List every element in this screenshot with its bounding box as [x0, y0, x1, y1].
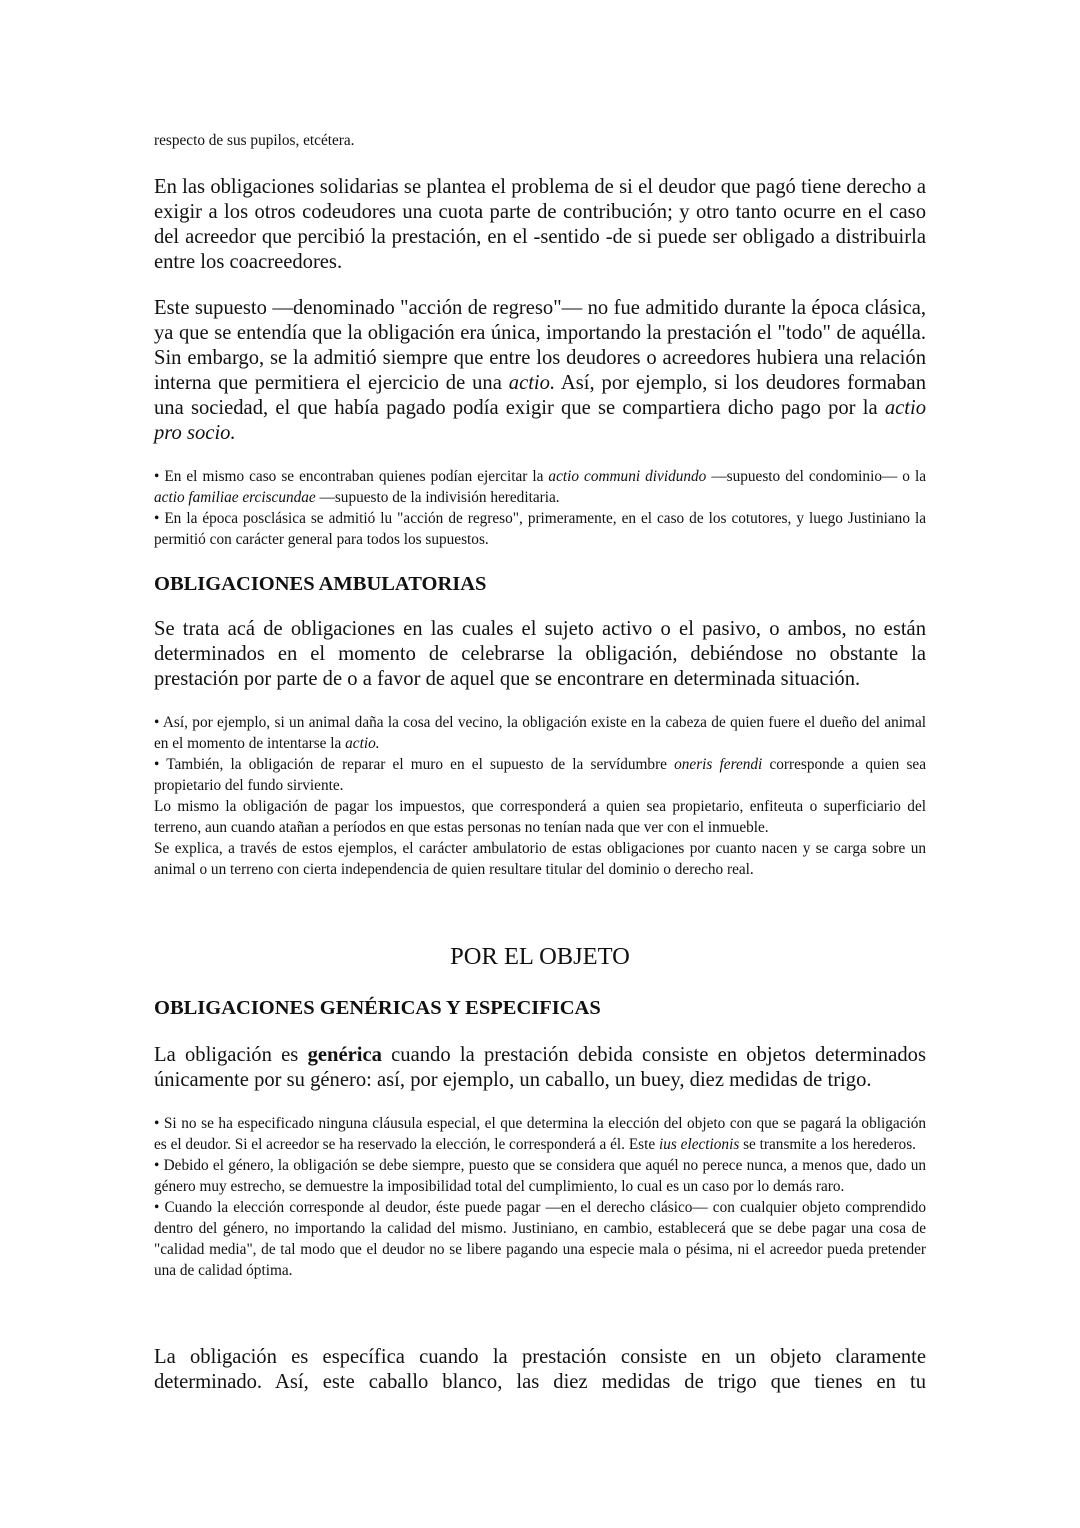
ambulatorias-note-3: Lo mismo la obligación de pagar los impuestos, que corresponderá a quien sea propietario, enfiteuta o superficiario del terreno, aun cuando atañan a períodos en que estas personas no tenían nada que ver con el inmueble.	[154, 798, 926, 836]
regreso-bullet-1-text-3: —supuesto de la indivisión hereditaria.	[315, 489, 560, 506]
objeto-section-heading: POR EL OBJETO	[450, 943, 630, 970]
ambulatorias-bullet-2-italic: oneris ferendi	[674, 756, 763, 773]
genericas-heading: OBLIGACIONES GENÉRICAS Y ESPECIFICAS	[154, 997, 601, 1019]
ambulatorias-bullet-1	[154, 712, 926, 754]
generica-bold: genérica	[307, 1044, 382, 1066]
genericas-bullet-2: • Debido el género, la obligación se debe siempre, puesto que se considera que aquél no perece nunca, a menos que, dado un género muy estrecho, se demuestre la imposibilidad total del cumplimiento, lo cual es un caso por lo demás raro.	[154, 1157, 926, 1195]
ambulatorias-bullet-2	[154, 754, 926, 796]
genericas-bullet-1-text-2: se transmite a los herederos.	[739, 1136, 916, 1153]
solidarias-paragraph: En las obligaciones solidarias se plantea el problema de si el deudor que pagó tiene derecho a exigir a los otros codeudores una cuota parte de contribución; y otro tanto ocurre en el caso del acreedor que percibió la prestación, en el -sentido -de si puede ser obligado a distribuirla entre los coacreedores.	[154, 176, 926, 273]
regreso-notes	[154, 466, 926, 550]
ambulatorias-bullet-1-text: • Así, por ejemplo, si un animal daña la cosa del vecino, la obligación existe en la cabeza de quien fuere el dueño del animal en el momento de intentarse la	[154, 714, 926, 752]
generica-text-2: cuando la prestación debida consiste en objetos determinados únicamente por su género: así, por ejemplo, un caballo, un buey, diez medidas de trigo.	[154, 1044, 926, 1091]
ambulatorias-bullet-2-text-2: corresponde a quien sea propietario del fundo sirviente.	[154, 756, 927, 794]
genericas-bullet-1	[154, 1113, 926, 1155]
intro-paragraph: respecto de sus pupilos, etcétera.	[154, 132, 355, 149]
regreso-italic-2: actio pro socio.	[154, 397, 926, 444]
regreso-text-2: Así, por ejemplo, si los deudores formaban una sociedad, el que había pagado podía exigir que se compartiera dicho pago por la	[154, 372, 926, 419]
regreso-bullet-1-text-2: —supuesto del condominio— o la	[706, 468, 926, 485]
generica-paragraph	[154, 1043, 926, 1093]
regreso-bullet-1-italic-1: actio communi dividundo	[548, 468, 707, 485]
genericas-bullet-1-italic: ius electionis	[658, 1136, 740, 1153]
ambulatorias-notes	[154, 712, 926, 880]
regreso-text-1: Este supuesto —denominado "acción de regreso"— no fue admitido durante la época clásica, ya que se entendía que la obligación era única, importando la prestación el "todo" de aquélla. Sin embargo, se la admitió siempre que entre los deudores o acreedores hubiera una relación interna que permitiera el ejercicio de una	[154, 297, 926, 394]
ambulatorias-paragraph: Se trata acá de obligaciones en las cuales el sujeto activo o el pasivo, o ambos, no están determinados en el momento de celebrarse la obligación, debiéndose no obstante la prestación por parte de o a favor de aquel que se encontrare en determinada situación.	[154, 618, 926, 690]
regreso-bullet-1	[154, 466, 926, 508]
regreso-italic-1: actio.	[508, 372, 556, 394]
ambulatorias-heading: OBLIGACIONES AMBULATORIAS	[154, 573, 487, 595]
especifica-paragraph: La obligación es específica cuando la prestación consiste en un objeto claramente determinado. Así, este caballo blanco, las diez medidas de trigo que tienes en tu	[154, 1346, 926, 1393]
regreso-bullet-2: • En la época posclásica se admitió lu "acción de regreso", primeramente, en el caso de los cotutores, y luego Justiniano la permitió con carácter general para todos los supuestos.	[154, 510, 926, 548]
regreso-bullet-1-italic-2: actio familiae erciscundae	[154, 489, 316, 506]
ambulatorias-note-4: Se explica, a través de estos ejemplos, el carácter ambulatorio de estas obligaciones por cuanto nacen y se carga sobre un animal o un terreno con cierta independencia de quien resultare titular del dominio o derecho real.	[154, 840, 926, 878]
genericas-notes	[154, 1113, 926, 1281]
ambulatorias-bullet-2-text-1: • También, la obligación de reparar el muro en el supuesto de la servídumbre	[154, 756, 675, 773]
regreso-paragraph	[154, 296, 926, 446]
genericas-bullet-3: • Cuando la elección corresponde al deudor, éste puede pagar —en el derecho clásico— con cualquier objeto comprendido dentro del género, no importando la calidad del mismo. Justiniano, en cambio, establecerá que se debe pagar una cosa de "calidad media", de tal modo que el deudor no se libere pagando una especie mala o pésima, ni el acreedor pueda pretender una de calidad óptima.	[154, 1199, 926, 1279]
regreso-bullet-1-text-1: • En el mismo caso se encontraban quienes podían ejercitar la	[154, 468, 549, 485]
generica-text-1: La obligación es	[154, 1044, 308, 1066]
ambulatorias-bullet-1-italic: actio.	[345, 735, 380, 752]
genericas-bullet-1-text-1: • Si no se ha especificado ninguna cláusula especial, el que determina la elección del objeto con que se pagará la obligación es el deudor. Si el acreedor se ha reservado la elección, le corresponderá a él. Este	[154, 1115, 926, 1153]
